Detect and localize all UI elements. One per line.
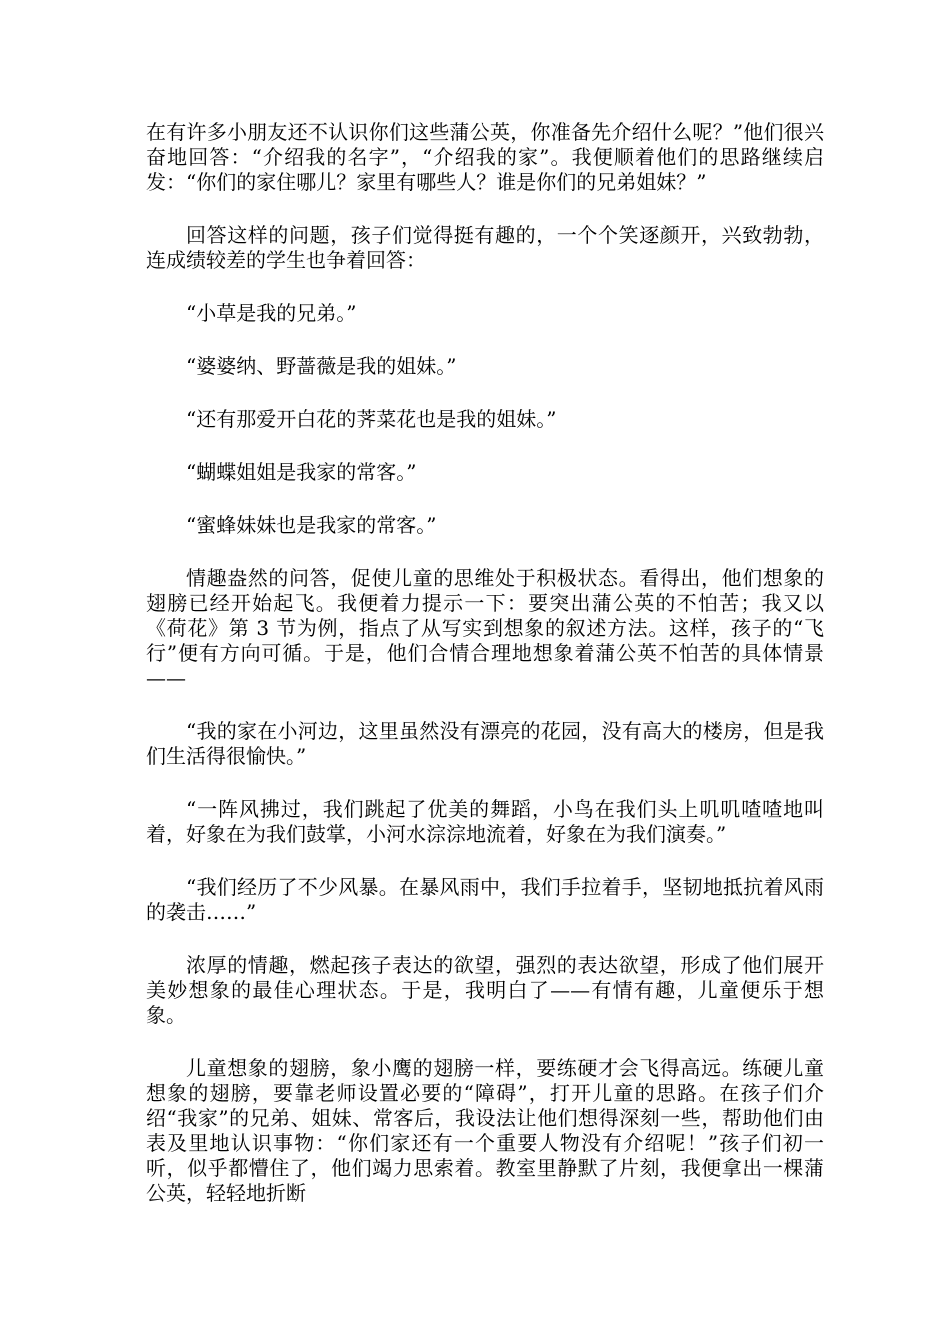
paragraph: 回答这样的问题，孩子们觉得挺有趣的，一个个笑逐颜开，兴致勃勃，连成绩较差的学生也争着回答： [146, 223, 824, 272]
quote-line: “婆婆纳、野蔷薇是我的姐妹。” [186, 354, 457, 378]
quote-paragraph: “我的家在小河边，这里虽然没有漂亮的花园，没有高大的楼房，但是我们生活得很愉快。” [146, 719, 824, 768]
paragraph: 情趣盎然的问答，促使儿童的思维处于积极状态。看得出，他们想象的翅膀已经开始起飞。我便着力提示一下：要突出蒲公英的不怕苦；我又以《荷花》第 3 节为例，指点了从写实到想象的叙述方法。这样，孩子的“飞行”便有方向可循。于是，他们合情合理地想象着蒲公英不怕苦的具体情景—— [146, 566, 824, 690]
quote-line: “小草是我的兄弟。” [186, 301, 357, 325]
paragraph-continuation: 在有许多小朋友还不认识你们这些蒲公英，你准备先介绍什么呢？”他们很兴奋地回答：“介绍我的名字”，“介绍我的家”。我便顺着他们的思路继续启发：“你们的家住哪儿？家里有哪些人？谁是你们的兄弟姐妹？” [146, 120, 824, 194]
paragraph: 浓厚的情趣，燃起孩子表达的欲望，强烈的表达欲望，形成了他们展开美妙想象的最佳心理状态。于是，我明白了——有情有趣，儿童便乐于想象。 [146, 953, 824, 1027]
document-page [146, 120, 824, 1206]
quote-paragraph: “我们经历了不少风暴。在暴风雨中，我们手拉着手，坚韧地抵抗着风雨的袭击……” [146, 875, 824, 924]
quote-line: “还有那爱开白花的荠菜花也是我的姐妹。” [186, 407, 557, 431]
quote-paragraph: “一阵风拂过，我们跳起了优美的舞蹈，小鸟在我们头上叽叽喳喳地叫着，好象在为我们鼓掌，小河水淙淙地流着，好象在为我们演奏。” [146, 797, 824, 846]
paragraph: 儿童想象的翅膀，象小鹰的翅膀一样，要练硬才会飞得高远。练硬儿童想象的翅膀，要靠老师设置必要的“障碍”，打开儿童的思路。在孩子们介绍“我家”的兄弟、姐妹、常客后，我设法让他们想得深刻一些，帮助他们由表及里地认识事物：“你们家还有一个重要人物没有介绍呢！”孩子们初一听，似乎都懵住了，他们竭力思索着。教室里静默了片刻，我便拿出一棵蒲公英，轻轻地折断 [146, 1056, 824, 1205]
quote-line: “蜜蜂妹妹也是我家的常客。” [186, 513, 437, 537]
quote-line: “蝴蝶姐姐是我家的常客。” [186, 460, 417, 484]
